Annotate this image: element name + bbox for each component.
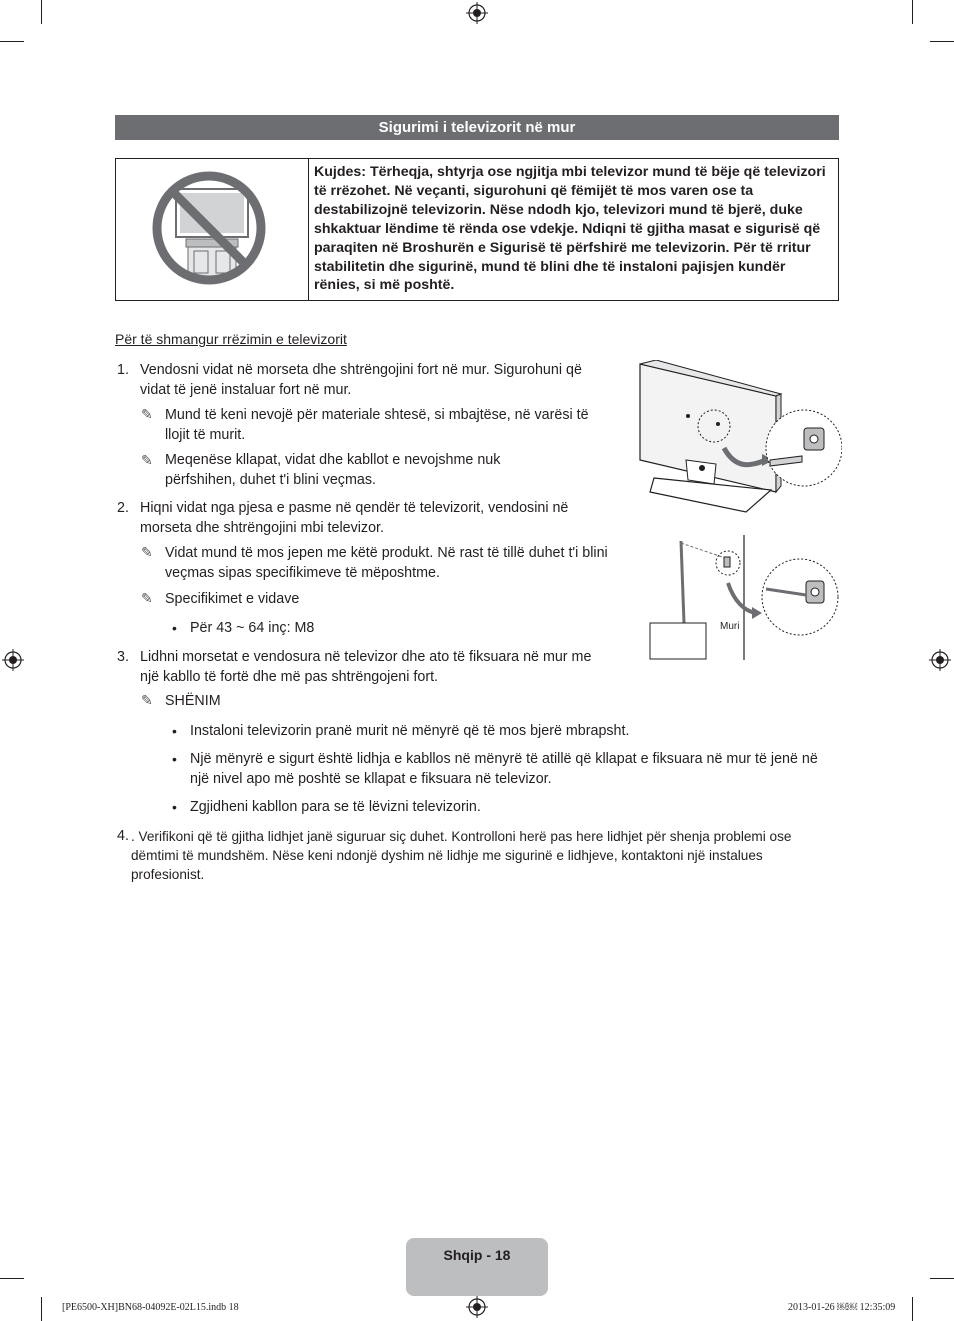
no-climbing-warning-icon: [116, 159, 309, 300]
bullet: •: [172, 751, 177, 767]
crop-mark: [41, 1297, 42, 1321]
tv-bracket-illustration: [636, 360, 842, 520]
registration-mark-icon: [466, 1296, 488, 1318]
subheading: Për të shmangur rrëzimin e televizorit: [115, 331, 347, 347]
note-icon: ✎: [141, 591, 153, 607]
bullet-text: Për 43 ~ 64 inç: M8: [190, 620, 315, 636]
note-icon: ✎: [141, 693, 153, 709]
note-text: Mund të keni nevojë për materiale shtesë, si mbajtëse, në varësi të llojit të murit.: [165, 407, 589, 443]
step-text: Vendosni vidat në morseta dhe shtrëngojini fort në mur. Sigurohuni që vidat të jenë instaluar fort në mur.: [140, 362, 582, 398]
bullet-text: Zgjidheni kabllon para se të lëvizni televizorin.: [190, 799, 481, 815]
note-text: Meqenëse kllapat, vidat dhe kabllot e nevojshme nuk përfshihen, duhet t'i blini veçmas.: [165, 452, 501, 488]
note-text: Specifikimet e vidave: [165, 591, 300, 607]
crop-mark: [0, 41, 24, 42]
crop-mark: [0, 1278, 24, 1279]
bullet-text: Instaloni televizorin pranë murit në mënyrë që të mos bjerë mbrapsht.: [190, 723, 630, 739]
caution-box: [115, 158, 839, 301]
wall-cable-illustration: [644, 535, 844, 660]
bullet: •: [172, 799, 177, 815]
crop-mark: [41, 0, 42, 24]
section-title: Sigurimi i televizorit në mur: [115, 115, 839, 140]
bullet-text: Një mënyrë e sigurt është lidhja e kabllos në mënyrë të atillë që kllapat e fiksuara në mur të jenë në një nivel apo më poshtë se kllapat e fiksuara në televizor.: [190, 751, 818, 787]
page-label: Shqip - 18: [443, 1247, 511, 1263]
registration-mark-icon: [466, 2, 488, 24]
note-icon: ✎: [141, 545, 153, 561]
crop-mark: [930, 1278, 954, 1279]
bullet: •: [172, 620, 177, 636]
date-slug: 2013-01-26 ￼￼ 12:35:09: [788, 1302, 896, 1313]
bullet: •: [172, 723, 177, 739]
registration-mark-icon: [2, 649, 24, 671]
note-text: Vidat mund të mos jepen me këtë produkt. Në rast të tillë duhet t'i blini veçmas sipas specifikimeve të mëposhtme.: [165, 545, 608, 581]
step-text: Lidhni morsetat e vendosura në televizor dhe ato të fiksuara në mur me një kabllo të fortë dhe më pas shtrëngojeni fort.: [140, 649, 592, 685]
step-text: Hiqni vidat nga pjesa e pasme në qendër të televizorit, vendosini në morseta dhe shtrëngojini mbi televizor.: [140, 500, 569, 536]
crop-mark: [912, 1297, 913, 1321]
crop-mark: [930, 41, 954, 42]
step-number: 3.: [117, 649, 129, 665]
step-number: 1.: [117, 362, 129, 378]
note-icon: ✎: [141, 407, 153, 423]
note-label: SHËNIM: [165, 693, 221, 709]
crop-mark: [912, 0, 913, 24]
step-number: 4.: [117, 828, 129, 844]
file-slug: [PE6500-XH]BN68-04092E-02L15.indb 18: [62, 1302, 239, 1313]
wall-label: Muri: [720, 621, 740, 632]
step-text: . Verifikoni që të gjitha lidhjet janë siguruar siç duhet. Kontrolloni herë pas here lidhjet për shenja problemi ose dëmtimi të mundshëm. Nëse keni ndonjë dyshim në lidhje me sigurinë e lidhjeve, kontaktoni një instalues profesionist.: [131, 829, 792, 882]
step-number: 2.: [117, 500, 129, 516]
note-icon: ✎: [141, 453, 153, 469]
registration-mark-icon: [929, 649, 951, 671]
caution-text: Kujdes: Tërheqja, shtyrja ose ngjitja mbi televizor mund të bëje që televizori të rrëzohet. Në veçanti, sigurohuni që fëmijët të mos varen ose ta destabilizojnë televizorin. Nëse ndodh kjo, televizori mund të bjerë, duke shkaktuar lëndime të rënda ose vdekje. Ndiqni të gjitha masat e sigurisë që paraqiten në Broshurën e Sigurisë të përfshirë me televizorin. Për të rritur stabilitetin dhe sigurinë, mund të blini dhe të instaloni pajisjen kundër rënies, si më poshtë.: [314, 164, 826, 294]
